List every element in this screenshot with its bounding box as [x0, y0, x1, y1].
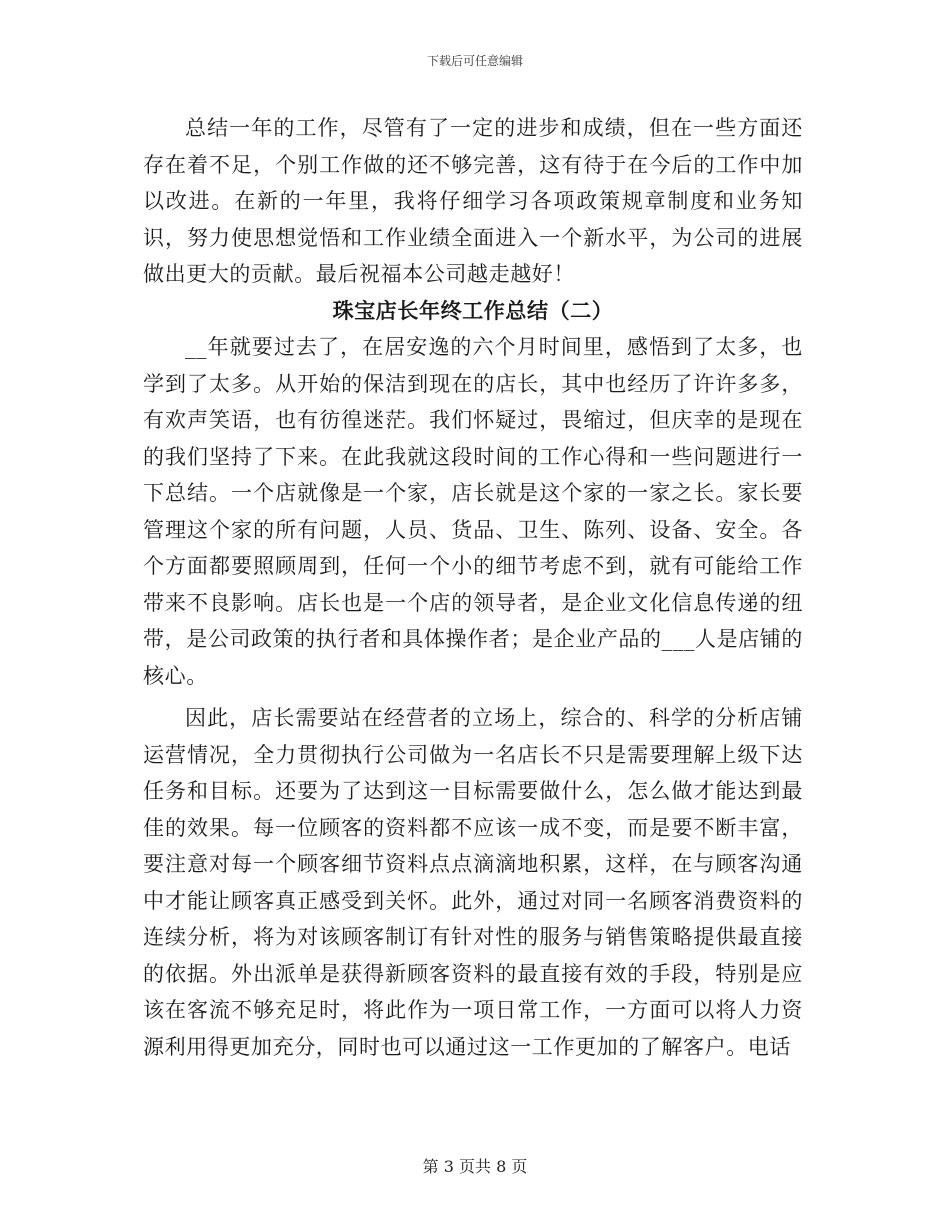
- paragraph-2: __年就要过去了，在居安逸的六个月时间里，感悟到了太多，也学到了太多。从开始的保洁到现在的店长，其中也经历了许许多多，有欢声笑语，也有彷徨迷茫。我们怀疑过，畏缩过，但庆幸的是现在的我们坚持了下来。在此我就这段时间的工作心得和一些问题进行一下总结。一个店就像是一个家，店长就是这个家的一家之长。家长要管理这个家的所有问题，人员、货品、卫生、陈列、设备、安全。各个方面都要照顾周到，任何一个小的细节考虑不到，就有可能给工作带来不良影响。店长也是一个店的领导者，是企业文化信息传递的纽带，是公司政策的执行者和具体操作者；是企业产品的___人是店铺的核心。: [143, 335, 803, 688]
- paragraph-3: 因此，店长需要站在经营者的立场上，综合的、科学的分析店铺运营情况，全力贯彻执行公司做为一名店长不只是需要理解上级下达任务和目标。还要为了达到这一目标需要做什么，怎么做才能达到最佳的效果。每一位顾客的资料都不应该一成不变，而是要不断丰富，要注意对每一个顾客细节资料点点滴滴地积累，这样，在与顾客沟通中才能让顾客真正感受到关怀。此外，通过对同一名顾客消费资料的连续分析，将为对该顾客制订有针对性的服务与销售策略提供最直接的依据。外出派单是获得新顾客资料的最直接有效的手段，特别是应该在客流不够充足时，将此作为一项日常工作，一方面可以将人力资源利用得更加充分，同时也可以通过这一工作更加的了解客户。电话: [143, 706, 803, 1059]
- paragraph-1: 总结一年的工作，尽管有了一定的进步和成绩，但在一些方面还存在着不足，个别工作做的还不够完善，这有待于在今后的工作中加以改进。在新的一年里，我将仔细学习各项政策规章制度和业务知识，努力使思想觉悟和工作业绩全面进入一个新水平，为公司的进展做出更大的贡献。最后祝福本公司越走越好！: [143, 116, 803, 286]
- page-indicator: 第 3 页共 8 页: [422, 1157, 528, 1176]
- document-body: [143, 110, 803, 1065]
- header-note: 下载后可任意编辑: [426, 54, 523, 68]
- section-title: 珠宝店长年终工作总结（二）: [332, 297, 614, 323]
